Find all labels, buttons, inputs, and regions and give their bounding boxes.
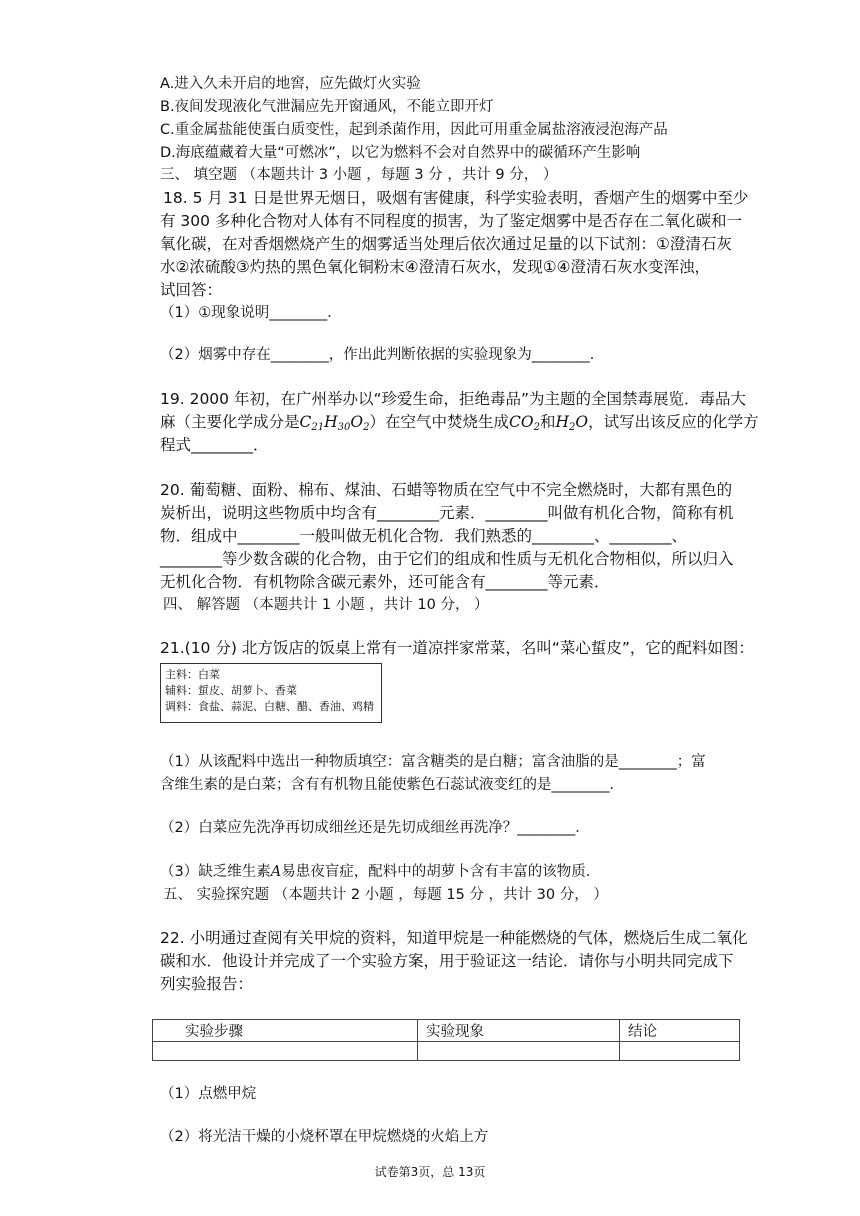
experiment-report-table [152,1019,740,1061]
q20-line-3: 物．组成中________一般叫做无机化合物．我们熟悉的________、________、 [160,527,688,545]
q18-line-4: 水②浓硫酸③灼热的黑色氧化铜粉末④澄清石灰水，发现①④澄清石灰水变浑浊， [160,258,710,276]
section-4-header: 四、 解答题 （本题共计 1 小题 ，共计 10 分， ） [163,597,489,613]
q22-line-2: 碳和水．他设计并完成了一个实验方案，用于验证这一结论．请你与小明共同完成下 [160,952,734,970]
q19-line-3: 程式________． [160,436,269,454]
q22-line-1: 22. 小明通过查阅有关甲烷的资料，知道甲烷是一种能燃烧的气体，燃烧后生成二氧化 [160,929,748,947]
table-cell [620,1042,740,1061]
q20-line-2: 炭析出，说明这些物质中均含有________元素．________叫做有机化合物，简称有机 [160,504,734,522]
q18-line-5: 试回答： [160,281,223,299]
q18-line-3: 氧化碳，在对香烟燃烧产生的烟雾适当处理后依次通过足量的以下试剂：①澄清石灰 [160,235,732,253]
recipe-seasoning: 调料：食盐、蒜泥、白糖、醋、香油、鸡精 [165,700,374,713]
header-step: 实验步骤 [153,1020,418,1042]
q18-part-1: （1）①现象说明________． [160,305,342,321]
option-b: B.夜间发现液化气泄漏应先开窗通风，不能立即开灯 [160,99,494,115]
q22-line-3: 列实验报告： [160,975,254,993]
q20-line-4: ________等少数含碳的化合物，由于它们的组成和性质与无机化合物相似，所以归入 [160,550,734,568]
header-phenomenon: 实验现象 [418,1020,620,1042]
header-conclusion: 结论 [620,1020,740,1042]
vitamin-a-var: A [270,864,282,880]
q21-part-3: （3）缺乏维生素A易患夜盲症，配料中的胡萝卜含有丰富的该物质． [160,864,601,880]
page-footer: 试卷第3页，总 13页 [374,1165,486,1179]
q20-line-1: 20. 葡萄糖、面粉、棉布、煤油、石蜡等物质在空气中不完全燃烧时，大都有黑色的 [160,481,733,499]
q21-part-1-line-2: 含维生素的是白菜；含有有机物且能使紫色石蕊试液变红的是________． [160,777,624,793]
q19-line-1: 19. 2000 年初，在广州举办以“珍爱生命，拒绝毒品”为主题的全国禁毒展览．毒品大 [160,390,747,408]
q21-part-2: （2）白菜应先洗净再切成细丝还是先切成细丝再洗净？________． [160,820,590,836]
formula-co2: $CO_2$ [509,413,540,433]
q21-intro: 21.(10 分) 北方饭店的饭桌上常有一道凉拌家常菜，名叫“菜心蜇皮”，它的配料如图： [160,639,754,657]
formula-h2o: $H_2O$ [555,413,589,433]
recipe-main: 主料：白菜 [165,668,220,681]
q18-line-2: 有 300 多种化合物对人体有不同程度的损害，为了鉴定烟雾中是否存在二氧化碳和一 [160,212,742,230]
option-d: D.海底蕴藏着大量“可燃冰”，以它为燃料不会对自然界中的碳循环产生影响 [160,145,641,161]
section-5-header: 五、 实验探究题 （本题共计 2 小题 ，每题 15 分 ，共计 30 分， ） [163,887,608,903]
table-cell [418,1042,620,1061]
table-cell [153,1042,418,1061]
option-a: A.进入久未开启的地窖，应先做灯火实验 [160,76,421,92]
recipe-aux: 辅料：蜇皮、胡萝卜、香菜 [165,684,297,697]
section-3-header: 三、 填空题 （本题共计 3 小题 ，每题 3 分 ，共计 9 分， ） [160,167,558,183]
q22-step-1: （1）点燃甲烷 [160,1086,257,1102]
q18-line-1: 18. 5 月 31 日是世界无烟日，吸烟有害健康，科学实验表明，香烟产生的烟雾中至少 [163,189,749,207]
q22-step-2: （2）将光洁干燥的小烧杯罩在甲烷燃烧的火焰上方 [160,1129,489,1145]
recipe-box [160,663,382,723]
q18-part-2: （2）烟雾中存在________，作出此判断依据的实验现象为________． [160,347,605,363]
q20-line-5: 无机化合物．有机物除含碳元素外，还可能含有________等元素． [160,573,610,591]
q19-line-2: 麻（主要化学成分是$C_{21}H_{30}O_2$）在空气中焚烧生成$CO_2$和$H_2O$，试写出该反应的化学方 [160,413,759,433]
table-row [153,1042,740,1061]
formula-cannabis: $C_{21}H_{30}O_2$ [299,413,370,433]
option-c: C.重金属盐能使蛋白质变性，起到杀菌作用，因此可用重金属盐溶液浸泡海产品 [160,122,668,138]
q21-part-1-line-1: （1）从该配料中选出一种物质填空：富含糖类的是白糖；富含油脂的是________；富 [160,754,706,770]
table-header-row [153,1020,740,1042]
